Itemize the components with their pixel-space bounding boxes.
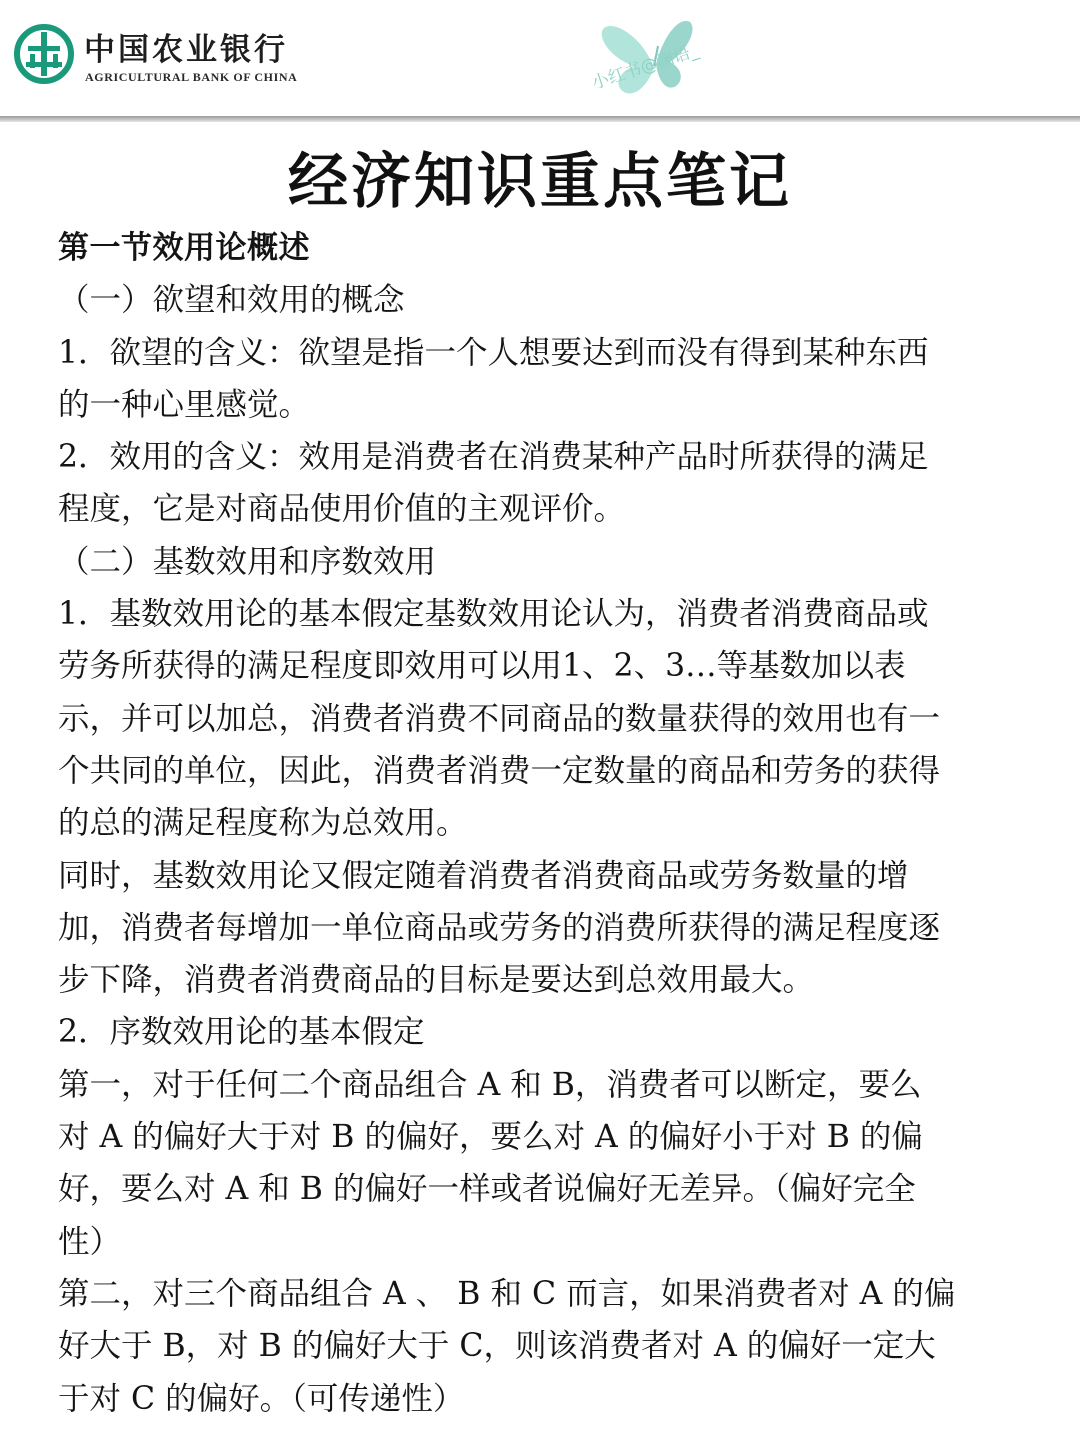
abc-bank-logo-icon [14,24,74,84]
notes-body [58,222,1048,1425]
subsection-heading: （一）欲望和效用的概念 [58,282,405,319]
page-title: 经济知识重点笔记 [288,147,792,217]
text-line: 第二，对三个商品组合 A 、 B 和 C 而言，如果消费者对 A 的偏 [58,1275,956,1312]
text-line: 2．序数效用论的基本假定 [58,1014,425,1051]
text-line: 的一种心里感觉。 [58,386,311,423]
bank-name-cn: 中国农业银行 [84,32,288,68]
section-heading: 第一节效用论概述 [58,230,310,266]
text-line: 的总的满足程度称为总效用。 [58,805,468,842]
text-line: 性） [58,1223,122,1260]
text-line: 加，消费者每增加一单位商品或劳务的消费所获得的满足程度逐 [58,909,941,946]
text-line: 程度，它是对商品使用价值的主观评价。 [58,491,626,528]
text-line: 1．基数效用论的基本假定基数效用论认为，消费者消费商品或 [58,596,929,633]
subsection-heading: （二）基数效用和序数效用 [58,543,437,580]
watermark-text: 小红书@澜语_ [589,40,701,94]
text-line: 好大于 B，对 B 的偏好大于 C，则该消费者对 A 的偏好一定大 [58,1328,936,1365]
text-line: 第一，对于任何二个商品组合 A 和 B，消费者可以断定，要么 [58,1066,922,1103]
text-line: 于对 C 的偏好。（可传递性） [58,1380,465,1417]
text-line: 劳务所获得的满足程度即效用可以用1、2、3…等基数加以表 [58,648,906,685]
text-line: 2．效用的含义：效用是消费者在消费某种产品时所获得的满足 [58,439,929,476]
text-line: 1．欲望的含义：欲望是指一个人想要达到而没有得到某种东西 [58,334,929,371]
text-line: 示，并可以加总，消费者消费不同商品的数量获得的效用也有一 [58,700,941,737]
text-line: 步下降，消费者消费商品的目标是要达到总效用最大。 [58,962,815,999]
text-line: 好，要么对 A 和 B 的偏好一样或者说偏好无差异。（偏好完全 [58,1171,916,1208]
text-line: 个共同的单位，因此，消费者消费一定数量的商品和劳务的获得 [58,752,941,789]
bank-name-en: AGRICULTURAL BANK OF CHINA [85,70,298,84]
header-divider [0,116,1080,122]
header-bar [0,0,1080,118]
text-line: 对 A 的偏好大于对 B 的偏好，要么对 A 的偏好小于对 B 的偏 [58,1119,923,1156]
text-line: 同时，基数效用论又假定随着消费者消费商品或劳务数量的增 [58,857,909,894]
